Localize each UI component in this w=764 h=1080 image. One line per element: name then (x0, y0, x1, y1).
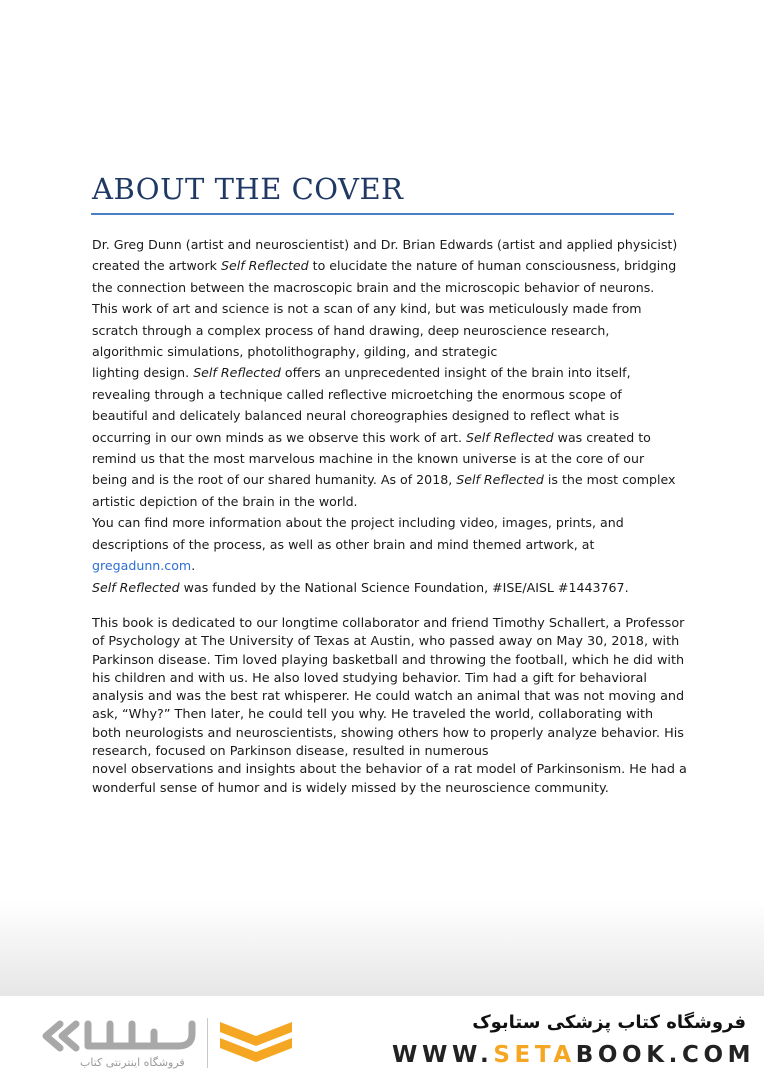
text-line (92, 427, 692, 448)
text-line: scratch through a complex process of hand drawing, deep neuroscience research, (92, 322, 610, 338)
store-name: فروشگاه کتاب پزشکی ستابوک (472, 1012, 746, 1033)
logo-divider (207, 1018, 208, 1068)
text-line: artistic depiction of the brain in the world. (92, 493, 358, 509)
text-line: both neurologists and neuroscientists, showing others how to properly analyze behavior. His (92, 725, 684, 741)
gregadunn-link[interactable]: gregadunn.com (92, 558, 192, 574)
artwork-title: Self Reflected (193, 365, 281, 381)
text-line (92, 577, 692, 598)
text-span: is the most complex (543, 472, 676, 488)
logo-subtitle: فروشگاه اینترنتی کتاب (80, 1056, 185, 1069)
publisher-banner (0, 996, 764, 1080)
store-url[interactable] (392, 1042, 755, 1068)
url-accent: SETA (493, 1042, 576, 1068)
text-line: wonderful sense of humor and is widely missed by the neuroscience community. (92, 780, 609, 796)
artwork-title: Self Reflected (465, 429, 554, 445)
artwork-title: Self Reflected (220, 258, 309, 274)
text-span: created the artwork (92, 258, 221, 274)
text-line: This book is dedicated to our longtime collaborator and friend Timothy Schallert, a Professor (92, 616, 685, 631)
text-line (92, 255, 692, 276)
artwork-title: Self Reflected (92, 579, 180, 595)
text-span: was funded by the National Science Foundation, #ISE/AISL #1443767. (179, 579, 629, 595)
text-line: his children and with us. He also loved studying behavior. Tim had a gift for behavioral (92, 670, 647, 686)
text-line: of Psychology at The University of Texas at Austin, who passed away on May 30, 2018, with (92, 634, 680, 650)
text-line: analysis and was the best rat whisperer. He could watch an animal that was not moving and (92, 689, 685, 705)
text-line: Dr. Greg Dunn (artist and neuroscientist) and Dr. Brian Edwards (artist and applied physicist) (92, 237, 678, 252)
text-line (92, 362, 692, 383)
text-line: You can find more information about the project including video, images, prints, and (92, 515, 624, 531)
text-line (92, 555, 692, 576)
artwork-title: Self Reflected (456, 472, 544, 488)
setabook-logo-icon (40, 1016, 205, 1058)
url-part: WWW. (392, 1042, 494, 1068)
text-line: beautiful and delicately balanced neural choreographies designed to reflect what is (92, 408, 620, 424)
text-line: This work of art and science is not a scan of any kind, but was meticulously made from (92, 301, 642, 317)
text-line: novel observations and insights about the behavior of a rat model of Parkinsonism. He had a (92, 762, 687, 778)
text-line: the connection between the macroscopic brain and the microscopic behavior of neurons. (92, 279, 655, 295)
text-line: research, focused on Parkinson disease, resulted in numerous (92, 744, 489, 760)
text-span: being and is the root of our shared humanity. As of 2018, (92, 472, 457, 488)
text-span: was created to (553, 429, 651, 445)
text-span: to elucidate the nature of human consciousness, bridging (308, 258, 677, 274)
text-line: revealing through a technique called reflective microetching the enormous scope of (92, 386, 622, 402)
cover-description-paragraph (92, 234, 692, 598)
page-title: ABOUT THE COVER (92, 172, 404, 206)
text-span: . (191, 558, 196, 574)
text-line: remind us that the most marvelous machine in the known universe is at the core of our (92, 451, 645, 467)
text-line: Parkinson disease. Tim loved playing basketball and throwing the football, which he did with (92, 652, 685, 668)
text-line: descriptions of the process, as well as other brain and mind themed artwork, at (92, 536, 595, 552)
text-span: lighting design. (92, 365, 194, 381)
text-span: occurring in our own minds as we observe this work of art. (92, 429, 466, 445)
bottom-shadow (0, 900, 764, 1000)
chevron-logo-icon (216, 1018, 296, 1068)
url-part: BOOK.COM (575, 1042, 756, 1068)
dedication-paragraph (92, 615, 687, 798)
text-span: offers an unprecedented insight of the brain into itself, (280, 365, 631, 381)
text-line: ask, “Why?” Then later, he could tell you why. He traveled the world, collaborating with (92, 707, 654, 723)
title-underline (91, 213, 674, 215)
text-line (92, 469, 692, 490)
text-line: algorithmic simulations, photolithography, gilding, and strategic (92, 344, 498, 360)
